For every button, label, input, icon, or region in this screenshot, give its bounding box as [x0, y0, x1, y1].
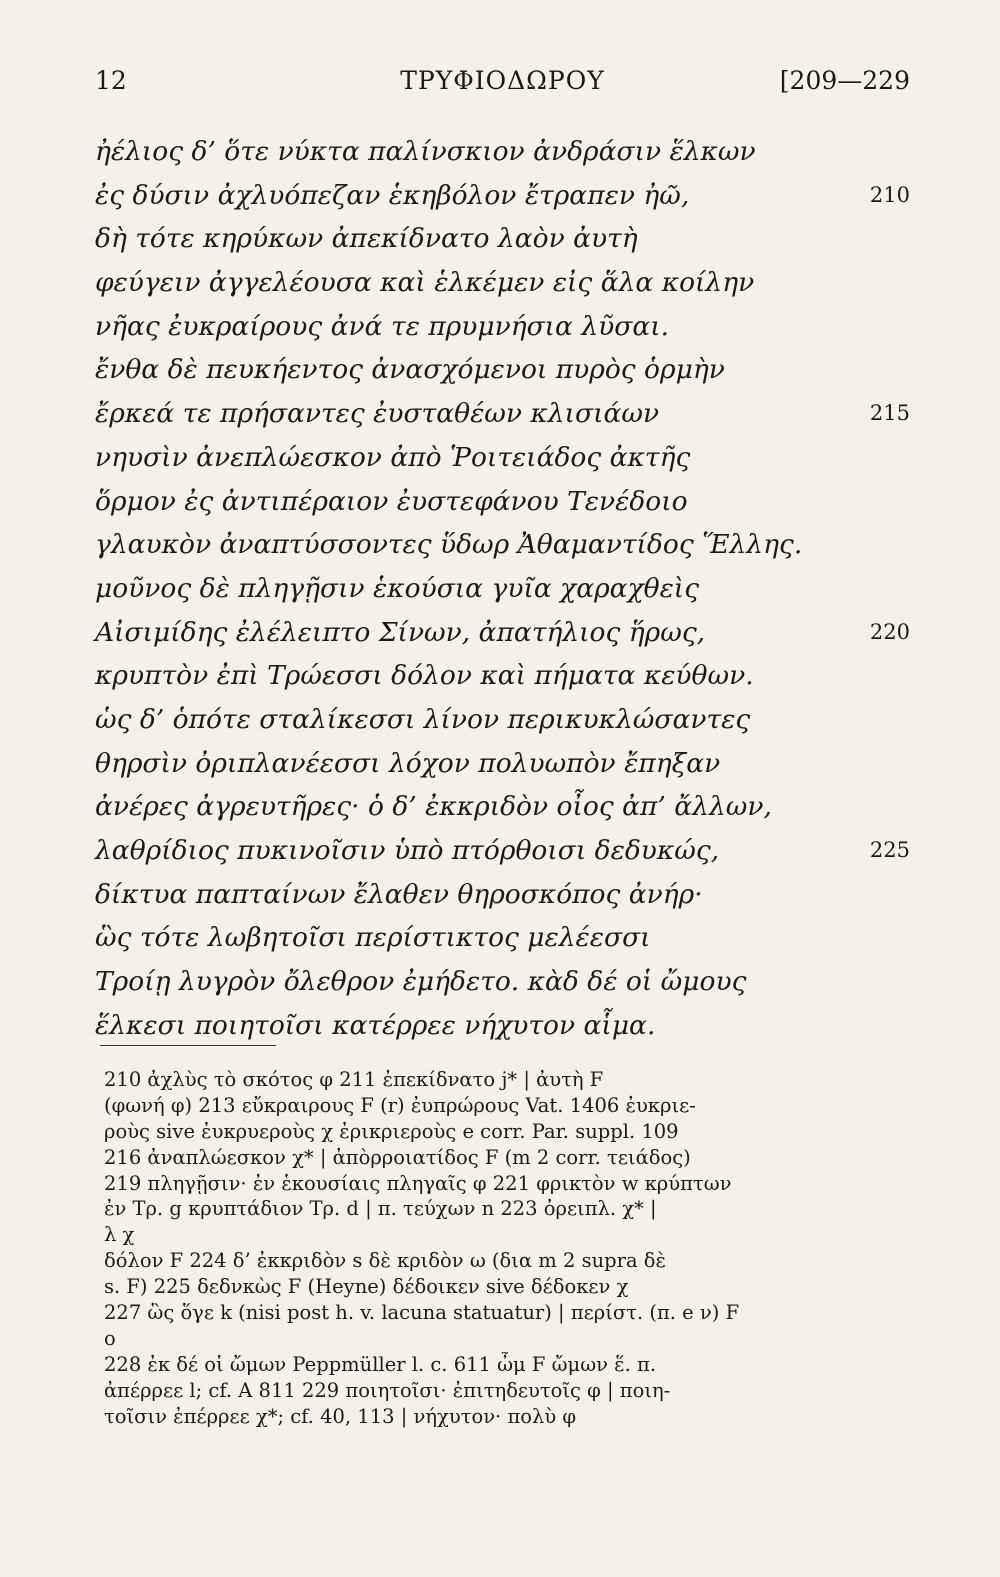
footnote-divider [100, 1045, 276, 1046]
running-header [95, 66, 910, 106]
apparatus-line: o [104, 1326, 116, 1350]
verse-block [95, 130, 910, 1047]
apparatus-line: λ χ [104, 1223, 135, 1247]
verse-text: λαθρίδιος πυκινοῖσιν ὑπὸ πτόρθοισι δεδυκώς, [95, 835, 720, 866]
apparatus-line: ροὺς sive ἐυκρυεροὺς χ ἐρικριεροὺς e corr. Par. suppl. 109 [104, 1119, 679, 1143]
verse-line [95, 742, 910, 786]
verse-line [95, 305, 910, 349]
verse-line [95, 698, 910, 742]
verse-line [95, 960, 910, 1004]
verse-text: κρυπτὸν ἐπὶ Τρώεσσι δόλον καὶ πήματα κεύθων. [95, 660, 754, 692]
verse-line [95, 654, 910, 698]
verse-line [95, 130, 910, 174]
verse-line [95, 611, 910, 655]
apparatus-line: 219 πληγῇσιν· ἐν ἑκουσίαις πληγαῖς φ 221 φρικτὸν w κρύπτων [104, 1171, 732, 1195]
verse-text: δὴ τότε κηρύκων ἀπεκίδνατο λαὸν ἀυτὴ [95, 223, 638, 255]
verse-line [95, 261, 910, 305]
apparatus-line: s. F) 225 δεδνκὼς F (Heyne) δέδοικεν sive δέδοκεν χ [104, 1275, 629, 1299]
verse-line [95, 480, 910, 524]
line-range: [209—229 [779, 66, 910, 95]
verse-line [95, 1004, 910, 1048]
verse-line [95, 436, 910, 480]
verse-text: μοῦνος δὲ πληγῇσιν ἑκούσια γυῖα χαραχθεὶς [95, 572, 700, 604]
verse-text: δίκτυα παπταίνων ἔλαθεν θηροσκόπος ἀνήρ· [95, 878, 703, 910]
verse-line [95, 829, 910, 873]
verse-text: Αἰσιμίδης ἐλέλειπτο Σίνων, ἀπατήλιος ἥρως, [95, 616, 706, 648]
verse-line [95, 217, 910, 261]
verse-line [95, 174, 910, 218]
apparatus-line: 228 ἐκ δέ οἱ ὤμων Peppmüller l. c. 611 ὦμ F ὤμων ἕ. π. [104, 1352, 657, 1376]
apparatus-line: ἀπέρρεε l; cf. Α 811 229 ποιητοῖσι· ἐπιτηδευτοῖς φ | ποιη- [104, 1378, 671, 1402]
line-number: 215 [869, 401, 910, 426]
verse-text: νηυσὶν ἀνεπλώεσκον ἀπὸ Ῥοιτειάδος ἀκτῆς [95, 441, 691, 473]
verse-text: ὣς τότε λωβητοῖσι περίστικτος μελέεσσι [95, 922, 651, 954]
apparatus-line: 210 ἀχλὺς τὸ σκότος φ 211 ἐπεκίδνατο j* | ἀυτὴ F [104, 1068, 604, 1091]
apparatus-line: 227 ὣς ὅγε k (nisi post h. v. lacuna statuatur) | περίστ. (π. e ν) F [104, 1301, 740, 1325]
verse-line [95, 348, 910, 392]
verse-text: ὅρμον ἐς ἀντιπέραιον ἐυστεφάνου Τενέδοιο [95, 485, 688, 517]
verse-text: γλαυκὸν ἀναπτύσσοντες ὕδωρ Ἀθαμαντίδος Ἕλλης. [95, 529, 803, 561]
verse-text: Τροίῃ λυγρὸν ὄλεθρον ἐμήδετο. κὰδ δέ οἱ ὤμους [95, 966, 747, 998]
line-number: 220 [869, 619, 910, 644]
apparatus-line: ἐν Τρ. g κρυπτάδιον Τρ. d | π. τεύχων n 223 ὀρειπλ. χ* | [104, 1197, 657, 1221]
apparatus-line: 216 ἀναπλώεσκον χ* | ἀπὸρροιατίδος F (m 2 corr. τειάδος) [104, 1145, 691, 1169]
verse-line [95, 785, 910, 829]
page-number: 12 [95, 66, 127, 95]
apparatus-line: δόλον F 224 δ’ ἐκκριδὸν s δὲ κριδὸν ω (δια m 2 supra δὲ [104, 1249, 666, 1273]
apparatus-line: τοῖσιν ἐπέρρεε χ*; cf. 40, 113 | νήχυτον· πολὺ φ [104, 1404, 577, 1428]
verse-text: ἠέλιος δ’ ὅτε νύκτα παλίνσκιον ἀνδράσιν ἕλκων [95, 136, 756, 167]
verse-text: θηρσὶν ὀριπλανέεσσι λόχον πολυωπὸν ἔπηξαν [95, 747, 721, 779]
verse-text: φεύγειν ἀγγελέουσα καὶ ἑλκέμεν εἰς ἅλα κοίλην [95, 267, 755, 299]
apparatus-line: (φωνή φ) 213 εὔκραιρους F (r) ἐυπρώρους Vat. 1406 ἐυκριε- [104, 1093, 696, 1117]
running-title: ΤΡΥΦΙΟΔΩΡΟΥ [400, 66, 605, 95]
verse-text: ἔρκεά τε πρήσαντες ἐυσταθέων κλισιάων [95, 398, 660, 430]
verse-text: ὡς δ’ ὁπότε σταλίκεσσι λίνον περικυκλώσαντες [95, 703, 751, 735]
verse-line [95, 523, 910, 567]
verse-text: νῆας ἐυκραίρους ἀνά τε πρυμνήσια λῦσαι. [95, 310, 670, 342]
verse-line [95, 916, 910, 960]
critical-apparatus [104, 1067, 926, 1429]
line-number: 225 [869, 838, 910, 862]
verse-text: ἕλκεσι ποιητοῖσι κατέρρεε νήχυτον αἷμα. [95, 1009, 656, 1041]
verse-text: ἐς δύσιν ἀχλυόπεζαν ἑκηβόλον ἔτραπεν ἠῶ, [95, 179, 690, 211]
verse-line [95, 567, 910, 611]
verse-line [95, 873, 910, 917]
verse-line [95, 392, 910, 436]
verse-text: ἀνέρες ἀγρευτῆρες· ὁ δ’ ἐκκριδὸν οἶος ἀπ’ ἄλλων, [95, 791, 772, 823]
verse-text: ἔνθα δὲ πευκήεντος ἀνασχόμενοι πυρὸς ὁρμὴν [95, 354, 725, 386]
line-number: 210 [869, 182, 910, 207]
